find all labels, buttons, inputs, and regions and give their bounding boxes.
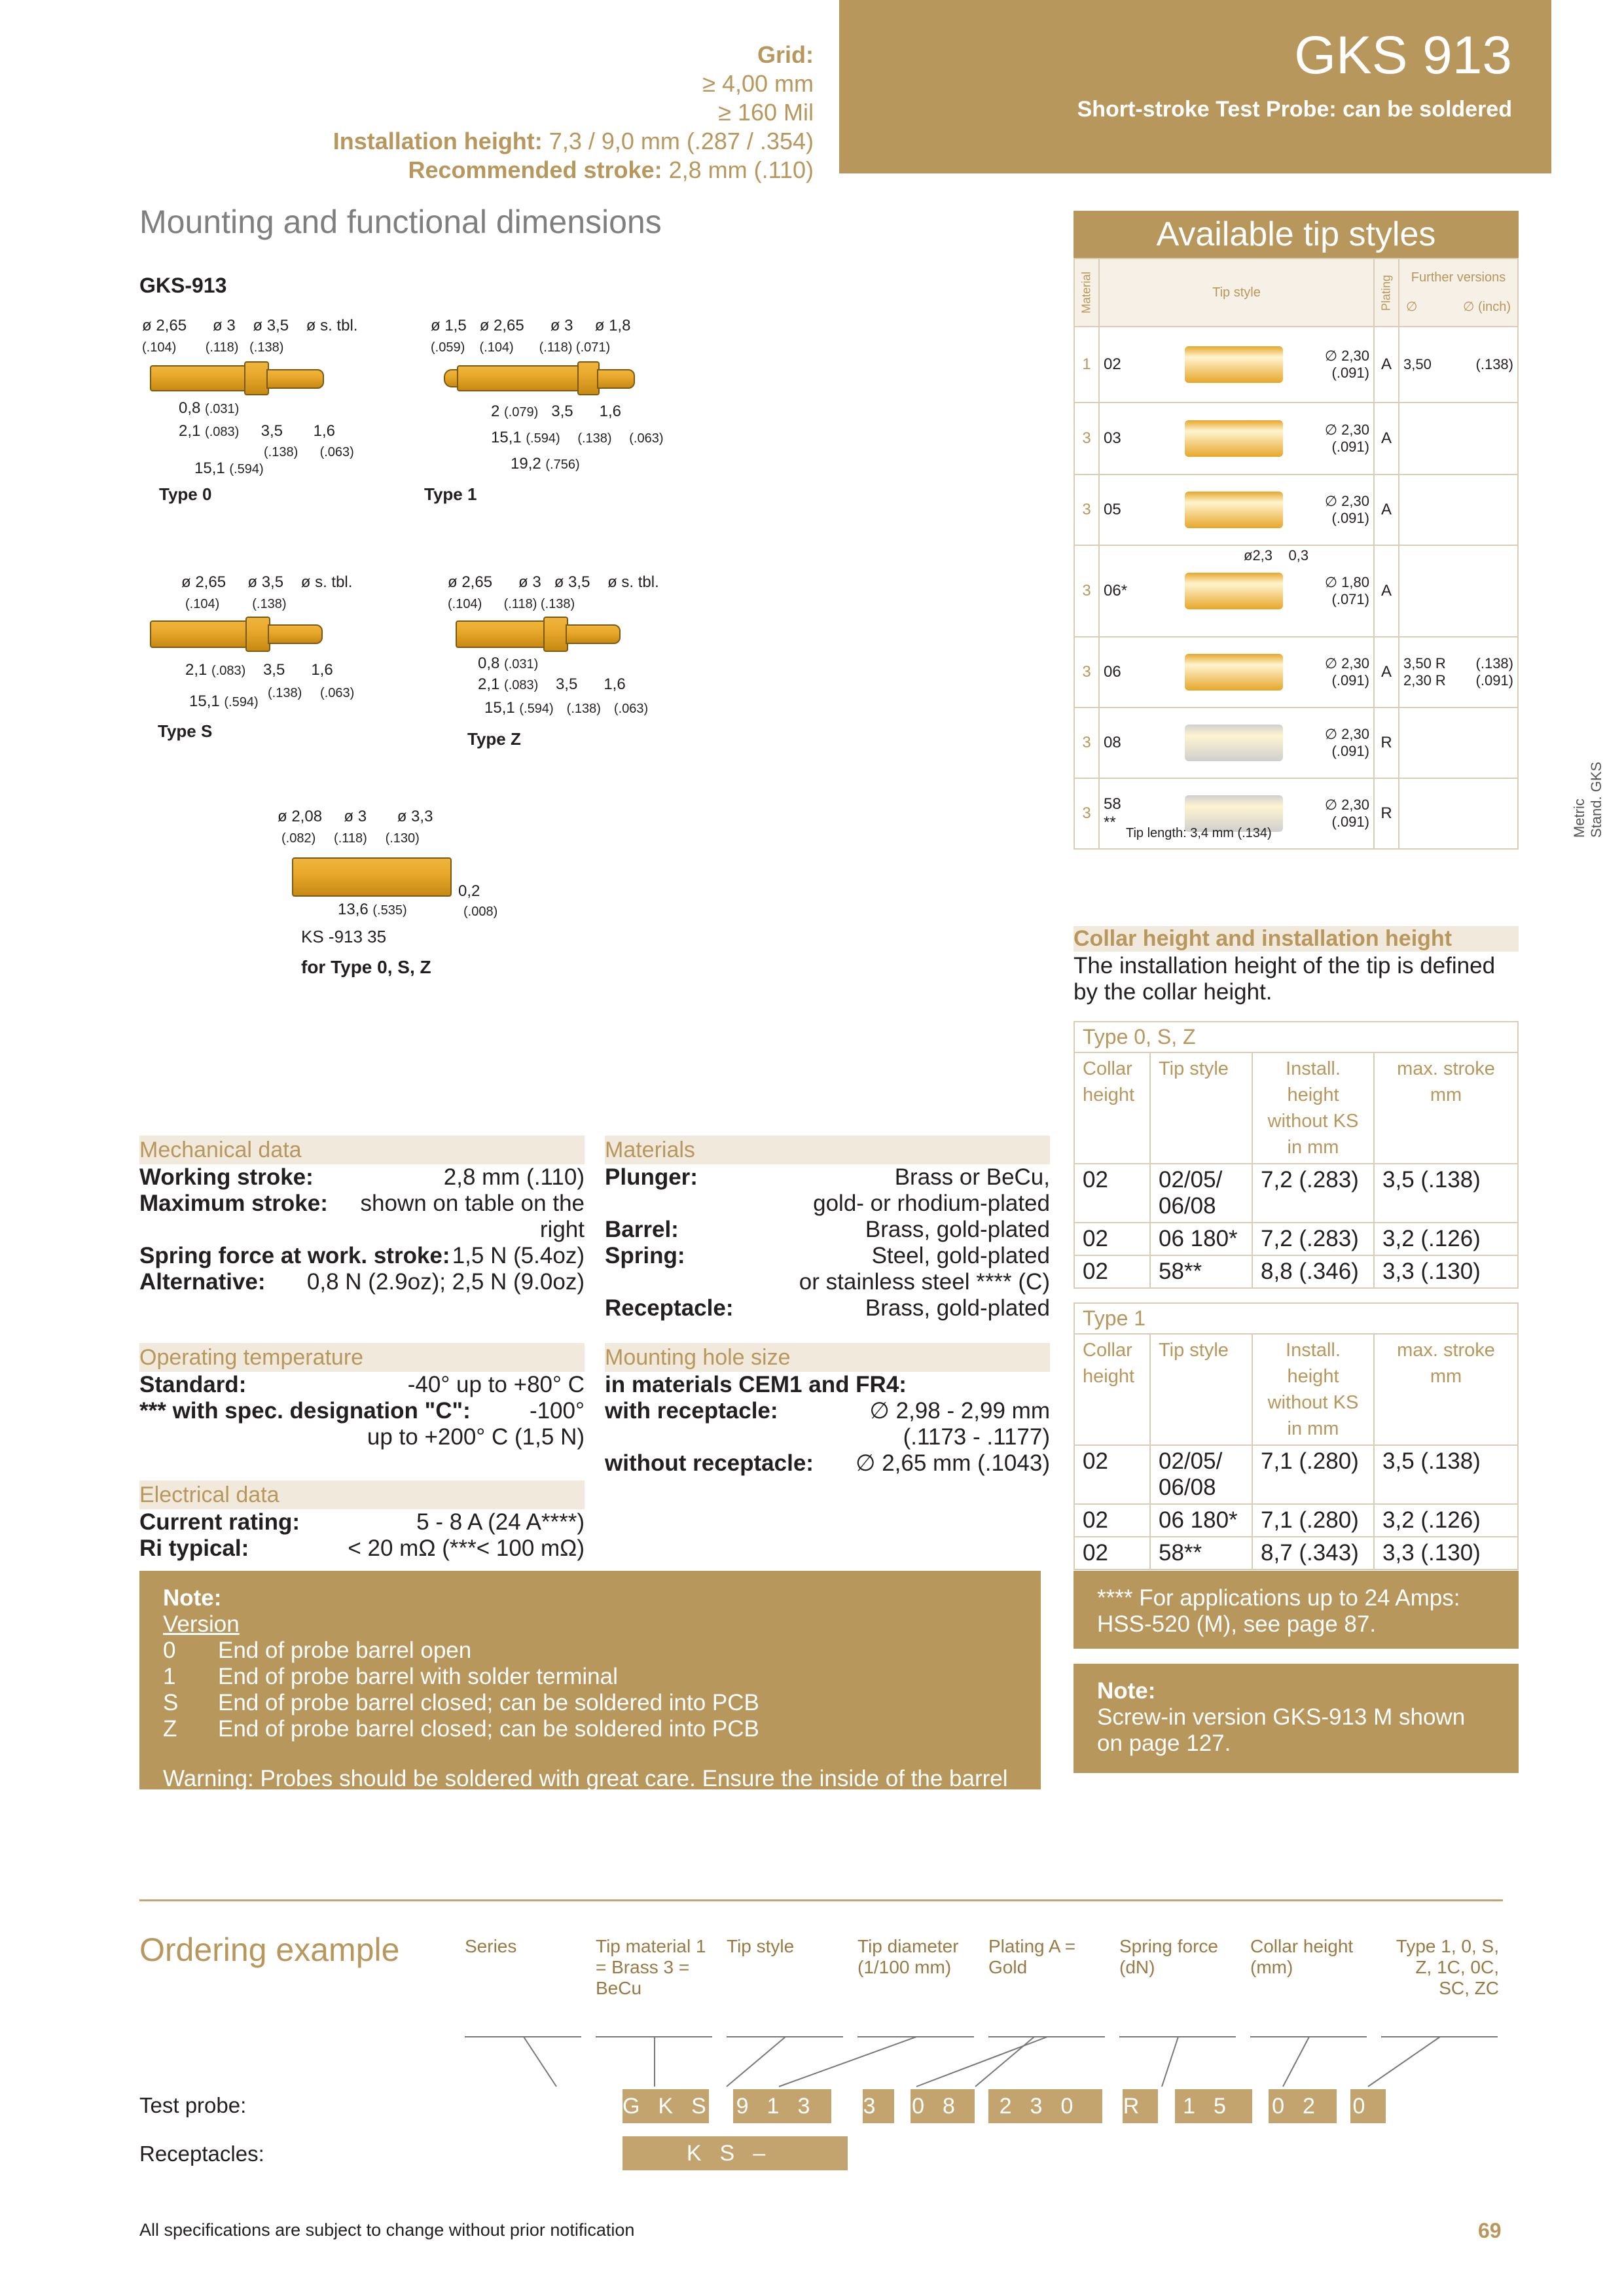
order-code-box: 0 <box>1350 2089 1386 2123</box>
tip-further <box>1399 327 1518 403</box>
ordering-label: Tip diameter (1/100 mm) <box>857 1936 959 1977</box>
tip-further <box>1399 545 1518 637</box>
version-code: Z <box>163 1716 177 1742</box>
working-stroke-label: Working stroke: <box>139 1164 314 1190</box>
ordering-label: Plating A = Gold <box>988 1936 1076 1977</box>
spec-label: *** with spec. designation "C": <box>139 1398 471 1424</box>
spring-value-2: or stainless steel **** (C) <box>799 1269 1050 1295</box>
plunger-value-2: gold- or rhodium-plated <box>813 1191 1050 1216</box>
side-text: Metric Stand. GKS <box>1571 761 1604 838</box>
ordering-labels <box>465 1936 1503 2015</box>
receptacle-name: KS -913 35 <box>301 927 387 946</box>
footer-disclaimer: All specifications are subject to change without prior notification <box>139 2220 635 2240</box>
tip-plating-value: A <box>1380 355 1392 373</box>
tip-material <box>1074 475 1099 545</box>
tip-material <box>1074 708 1099 778</box>
order-code-box: GKS <box>623 2089 709 2123</box>
further-dia: 3,50 R 2,30 R <box>1403 655 1446 689</box>
header-banner <box>839 0 1551 173</box>
tip-plating <box>1374 403 1399 475</box>
alternative-label: Alternative: <box>139 1269 266 1295</box>
collar-cell: 7,1 (.280) <box>1252 1504 1374 1537</box>
version-code: 0 <box>163 1638 176 1663</box>
note-screw-text: Screw-in version GKS-913 M shown on page 127. <box>1097 1704 1466 1756</box>
col-further: Further versions <box>1411 270 1506 285</box>
mechanical-title: Mechanical data <box>139 1136 585 1164</box>
receptacle-material-value: Brass, gold-plated <box>865 1295 1050 1321</box>
standard-value: -40° up to +80° C <box>407 1372 585 1397</box>
tip-plating <box>1374 637 1399 708</box>
collar-cell: 3,2 (.126) <box>1374 1223 1518 1255</box>
collar-cell: 02/05/ 06/08 <box>1150 1164 1252 1223</box>
standard-label: Standard: <box>139 1372 247 1397</box>
tip-row <box>1074 708 1518 778</box>
collar-cell: 3,3 (.130) <box>1374 1537 1518 1570</box>
tip-dia: ∅ 1,80 <box>1324 574 1369 590</box>
order-code-box: R <box>1123 2089 1158 2123</box>
note-main <box>139 1571 1041 1867</box>
tip-style-cell <box>1099 637 1374 708</box>
ordering-label: Collar height (mm) <box>1250 1936 1354 1977</box>
tip-material <box>1074 403 1099 475</box>
header-tip-style: Tip style <box>1150 1334 1252 1445</box>
collar-cell: 58** <box>1150 1537 1252 1570</box>
stroke-value: 2,8 mm (.110) <box>668 156 814 183</box>
type-z-label: Type Z <box>467 729 521 749</box>
temperature-title: Operating temperature <box>139 1343 585 1372</box>
collar-cell: 3,3 (.130) <box>1374 1255 1518 1288</box>
order-code-box: 02 <box>1269 2089 1337 2123</box>
electrical-title: Electrical data <box>139 1480 585 1509</box>
header-install-height: Install. height without KS in mm <box>1252 1052 1374 1164</box>
header-collar-height: Collar height <box>1074 1052 1150 1164</box>
tip-image <box>1185 420 1283 457</box>
tip-dia: ∅ 2,30 <box>1324 797 1369 813</box>
collar-cell: 7,1 (.280) <box>1252 1445 1374 1504</box>
collar-cell: 02 <box>1074 1255 1150 1288</box>
collar-cell: 02 <box>1074 1537 1150 1570</box>
version-code: S <box>163 1690 179 1715</box>
plunger-label: Plunger: <box>605 1164 698 1190</box>
spring-value: Steel, gold-plated <box>871 1243 1050 1268</box>
tip-plating-value: R <box>1380 734 1392 751</box>
col-tipstyle: Tip style <box>1099 259 1374 327</box>
tip-dia: ∅ 2,30 <box>1324 422 1369 438</box>
note-screw-title: Note: <box>1097 1678 1156 1704</box>
materials-title: Materials <box>605 1136 1050 1164</box>
tip-dia-inch: (.091) <box>1331 439 1369 455</box>
version-code: 1 <box>163 1664 176 1689</box>
materials-data <box>605 1136 1050 1321</box>
tip-plating <box>1374 545 1399 637</box>
tip-plating-value: A <box>1380 429 1392 447</box>
install-label: Installation height: <box>333 128 543 154</box>
tip-material-value: 3 <box>1082 663 1091 681</box>
tip-further <box>1399 708 1518 778</box>
tip-further <box>1399 403 1518 475</box>
note-warning: Warning: Probes should be soldered with great care. Ensure the inside of the barrel is not exposed to high temperatures, because this could destroy the spring. <box>163 1766 1008 1818</box>
collar-table-a <box>1074 1021 1519 1289</box>
spring-force-label: Spring force at work. stroke: <box>139 1243 450 1268</box>
collar-cell: 7,2 (.283) <box>1252 1223 1374 1255</box>
tip-dia-inch: (.091) <box>1331 365 1369 381</box>
order-code-box: 230 <box>988 2089 1102 2123</box>
drawing-receptacle: ø 2,08 ø 3 ø 3,3 (.082) (.118) (.130) 0,2 (.008) 13,6 (.535) KS -913 35 for Type 0, S, Z <box>278 808 498 977</box>
collar-cell: 06 180* <box>1150 1223 1252 1255</box>
drawing-type-z: ø 2,65 ø 3 ø 3,5 ø s. tbl. (.104) (.118) (.138) 0,8 (.031) 2,1 (.083) 3,5 1,6 15,1 (.594) (.138) (.063) Type Z <box>448 573 659 749</box>
tip-dia-inch: (.091) <box>1331 672 1369 689</box>
tip-plating-value: A <box>1380 663 1392 681</box>
drawing-type-0: ø 2,65 ø 3 ø 3,5 ø s. tbl. (.104) (.118) (.138) 0,8 (.031) 2,1 (.083) 3,5 1,6 (.138) (.063) 15,1 (.594) Type 0 <box>142 317 358 504</box>
with-receptacle-value-2: (.1173 - .1177) <box>903 1424 1050 1450</box>
temperature-data <box>139 1343 585 1450</box>
mounting-hole-title: Mounting hole size <box>605 1343 1050 1372</box>
dim-06star-b: 0,3 <box>1288 547 1309 564</box>
note-version-item <box>163 1664 1017 1690</box>
tip-material <box>1074 778 1099 849</box>
ordering-label: Type 1, 0, S, Z, 1C, 0C, SC, ZC <box>1396 1936 1499 1998</box>
type-0-label: Type 0 <box>159 484 212 504</box>
tip-row <box>1074 327 1518 403</box>
receptacle-code: KS–91335 <box>623 2136 848 2170</box>
collar-cell: 3,2 (.126) <box>1374 1504 1518 1537</box>
ordering-label: Tip material 1 = Brass 3 = BeCu <box>596 1936 706 1998</box>
tip-row <box>1074 637 1518 708</box>
with-receptacle-value: ∅ 2,98 - 2,99 mm <box>869 1398 1050 1424</box>
receptacles-label: Receptacles: <box>139 2142 264 2166</box>
collar-cell: 3,5 (.138) <box>1374 1164 1518 1223</box>
max-stroke-label: Maximum stroke: <box>139 1191 328 1216</box>
collar-row <box>1074 1537 1518 1570</box>
header-max-stroke: max. stroke mm <box>1374 1052 1518 1164</box>
grid-mm: ≥ 4,00 mm <box>702 70 814 97</box>
collar-row <box>1074 1223 1518 1255</box>
ordering-title: Ordering example <box>139 1931 400 1968</box>
version-desc: End of probe barrel closed; can be soldered into PCB <box>218 1716 759 1742</box>
col-dia: ∅ <box>1406 300 1418 314</box>
ordering-lines <box>458 2029 1506 2088</box>
note-version-item <box>163 1638 1017 1664</box>
tip-image <box>1185 346 1283 383</box>
max-stroke-value: shown on table on the right <box>360 1191 585 1242</box>
tip-row <box>1074 403 1518 475</box>
barrel-value: Brass, gold-plated <box>865 1217 1050 1242</box>
tip-material <box>1074 637 1099 708</box>
stroke-label: Recommended stroke: <box>408 156 662 183</box>
ordering-label: Spring force (dN) <box>1119 1936 1218 1977</box>
col-dia-inch: ∅ (inch) <box>1463 300 1511 314</box>
collar-type-a: Type 0, S, Z <box>1074 1022 1518 1052</box>
receptacle-for: for Type 0, S, Z <box>301 957 431 977</box>
header-max-stroke: max. stroke mm <box>1374 1334 1518 1445</box>
collar-cell: 02 <box>1074 1504 1150 1537</box>
mechanical-data <box>139 1136 585 1295</box>
tip-dia: ∅ 2,30 <box>1324 348 1369 364</box>
tip-style-code: 08 <box>1104 734 1121 751</box>
collar-text: The installation height of the tip is defined by the collar height. <box>1074 953 1496 1005</box>
mounting-title: Mounting and functional dimensions <box>139 204 662 240</box>
tip-dia-inch: (.091) <box>1331 510 1369 526</box>
tip-style-cell <box>1099 327 1374 403</box>
collar-cell: 7,2 (.283) <box>1252 1164 1374 1223</box>
collar-cell: 02 <box>1074 1164 1150 1223</box>
tip-material <box>1074 545 1099 637</box>
plunger-value: Brass or BeCu, <box>894 1164 1050 1190</box>
tip-style-code: 03 <box>1104 429 1121 447</box>
tip-style-cell <box>1099 403 1374 475</box>
tip-styles-title: Available tip styles <box>1074 211 1519 258</box>
without-receptacle-label: without receptacle: <box>605 1450 814 1476</box>
tip-plating <box>1374 778 1399 849</box>
order-code-box: 15 <box>1175 2089 1252 2123</box>
ordering-label: Series <box>465 1936 517 1956</box>
tip-image <box>1185 725 1283 761</box>
receptacle-material-label: Receptacle: <box>605 1295 734 1321</box>
dim-06star-a: ø2,3 <box>1244 547 1273 564</box>
alternative-value: 0,8 N (2.9oz); 2,5 N (9.0oz) <box>306 1269 585 1295</box>
electrical-data <box>139 1480 585 1562</box>
tip-row <box>1074 475 1518 545</box>
note-version: Version <box>163 1611 240 1637</box>
drawing-type-s: ø 2,65 ø 3,5 ø s. tbl. (.104) (.138) 2,1 (.083) 3,5 1,6 (.138) (.063) 15,1 (.594) Type S <box>139 569 414 753</box>
tip-plating <box>1374 327 1399 403</box>
header-specs <box>333 41 814 185</box>
tip-plating-value: A <box>1380 501 1392 518</box>
col-plating: Plating <box>1374 259 1399 327</box>
tip-style-code: 02 <box>1104 355 1121 373</box>
install-value: 7,3 / 9,0 mm (.287 / .354) <box>549 128 814 154</box>
tip-material-value: 1 <box>1082 355 1091 373</box>
collar-cell: 02/05/ 06/08 <box>1150 1445 1252 1504</box>
note-screw <box>1074 1664 1519 1773</box>
collar-row <box>1074 1255 1518 1288</box>
version-desc: End of probe barrel with solder terminal <box>218 1664 618 1689</box>
grid-mil: ≥ 160 Mil <box>718 99 814 126</box>
col-material: Material <box>1074 259 1099 327</box>
tip-row <box>1074 545 1518 637</box>
collar-type-b: Type 1 <box>1074 1303 1518 1334</box>
tip-dia: ∅ 2,30 <box>1324 655 1369 672</box>
tip-material-value: 3 <box>1082 582 1091 600</box>
header-install-height: Install. height without KS in mm <box>1252 1334 1374 1445</box>
collar-table-b <box>1074 1302 1519 1570</box>
with-receptacle-label: with receptacle: <box>605 1398 778 1424</box>
order-code-box: 913 <box>733 2089 831 2123</box>
tip-material-value: 3 <box>1082 429 1091 447</box>
mounting-hole-data <box>605 1343 1050 1477</box>
collar-cell: 8,8 (.346) <box>1252 1255 1374 1288</box>
without-receptacle-value: ∅ 2,65 mm (.1043) <box>856 1450 1050 1476</box>
header-collar-height: Collar height <box>1074 1334 1150 1445</box>
current-value: 5 - 8 A (24 A****) <box>416 1509 585 1535</box>
spec-value-2: up to +200° C (1,5 N) <box>367 1424 585 1450</box>
collar-cell: 8,7 (.343) <box>1252 1537 1374 1570</box>
model-label: GKS-913 <box>139 274 227 297</box>
tip-style-cell <box>1099 475 1374 545</box>
header-tip-style: Tip style <box>1150 1052 1252 1164</box>
tip-further <box>1399 778 1518 849</box>
test-probe-label: Test probe: <box>139 2093 247 2117</box>
drawing-type-1: ø 1,5 ø 2,65 ø 3 ø 1,8 (.059) (.104) (.118) (.071) 2 (.079) 3,5 1,6 15,1 (.594) (.138) (.063) 19,2 (.756) Type 1 <box>424 317 664 504</box>
spec-value: -100° <box>529 1398 585 1424</box>
tip-style-code: 58 ** <box>1104 795 1121 831</box>
tip-style-code: 06 <box>1104 663 1121 681</box>
collar-cell: 3,5 (.138) <box>1374 1445 1518 1504</box>
tip-plating <box>1374 708 1399 778</box>
collar-row <box>1074 1445 1518 1504</box>
type-s-label: Type S <box>158 721 213 741</box>
divider <box>139 1899 1503 1901</box>
tip-material-value: 3 <box>1082 501 1091 518</box>
page-number: 69 <box>1478 2219 1502 2242</box>
tip-style-code: 05 <box>1104 501 1121 518</box>
version-desc: End of probe barrel open <box>218 1638 472 1663</box>
product-title: GKS 913 <box>1294 26 1512 85</box>
barrel-label: Barrel: <box>605 1217 679 1242</box>
order-code-box: 08 <box>911 2089 975 2123</box>
tip-image <box>1185 654 1283 691</box>
grid-label: Grid: <box>757 41 814 68</box>
working-stroke-value: 2,8 mm (.110) <box>443 1164 585 1190</box>
tip-material-value: 3 <box>1082 734 1091 751</box>
version-desc: End of probe barrel closed; can be soldered into PCB <box>218 1690 759 1715</box>
further-inch: (.138) (.091) <box>1475 655 1513 689</box>
tip-style-code: 06* <box>1104 582 1128 600</box>
further-inch: (.138) <box>1475 356 1513 372</box>
tip-style-cell <box>1099 708 1374 778</box>
tip-styles-table <box>1074 258 1519 850</box>
collar-row <box>1074 1164 1518 1223</box>
tip-further <box>1399 637 1518 708</box>
order-code-box: 3 <box>863 2089 894 2123</box>
current-label: Current rating: <box>139 1509 300 1535</box>
product-subtitle: Short-stroke Test Probe: can be soldered <box>1077 97 1512 122</box>
spring-label: Spring: <box>605 1243 685 1268</box>
tip-dia-inch: (.091) <box>1331 743 1369 759</box>
tip-image <box>1185 492 1283 528</box>
type-1-label: Type 1 <box>424 484 477 504</box>
spring-force-value: 1,5 N (5.4oz) <box>452 1243 585 1268</box>
tip-dia: ∅ 2,30 <box>1324 726 1369 742</box>
tip-length-note: Tip length: 3,4 mm (.134) <box>1126 826 1272 840</box>
note-receptacle: The KS-913 35 receptacle can only be combined with the probe types 0, S and Z. <box>163 1842 988 1867</box>
note-version-item <box>163 1716 1017 1742</box>
ri-label: Ri typical: <box>139 1535 249 1561</box>
collar-row <box>1074 1504 1518 1537</box>
ri-value: < 20 mΩ (***< 100 mΩ) <box>348 1535 585 1561</box>
collar-title: Collar height and installation height <box>1074 926 1519 952</box>
tip-dia-inch: (.071) <box>1331 591 1369 607</box>
tip-material-value: 3 <box>1082 804 1091 822</box>
tip-image <box>1185 573 1283 609</box>
collar-cell: 02 <box>1074 1223 1150 1255</box>
ordering-label: Tip style <box>727 1936 795 1956</box>
note-title: Note: <box>163 1585 222 1611</box>
tip-plating <box>1374 475 1399 545</box>
tip-plating-value: R <box>1380 804 1392 822</box>
mounting-hole-subtitle: in materials CEM1 and FR4: <box>605 1372 907 1397</box>
tip-dia: ∅ 2,30 <box>1324 493 1369 509</box>
collar-cell: 02 <box>1074 1445 1150 1504</box>
tip-style-cell <box>1099 545 1374 637</box>
tip-further <box>1399 475 1518 545</box>
collar-cell: 58** <box>1150 1255 1252 1288</box>
tip-plating-value: A <box>1380 582 1392 600</box>
tip-dia-inch: (.091) <box>1331 814 1369 830</box>
tip-material <box>1074 327 1099 403</box>
collar-cell: 06 180* <box>1150 1504 1252 1537</box>
note-amps: **** For applications up to 24 Amps: HSS-520 (M), see page 87. <box>1074 1571 1519 1649</box>
note-version-item <box>163 1690 1017 1716</box>
further-dia: 3,50 <box>1403 356 1432 372</box>
